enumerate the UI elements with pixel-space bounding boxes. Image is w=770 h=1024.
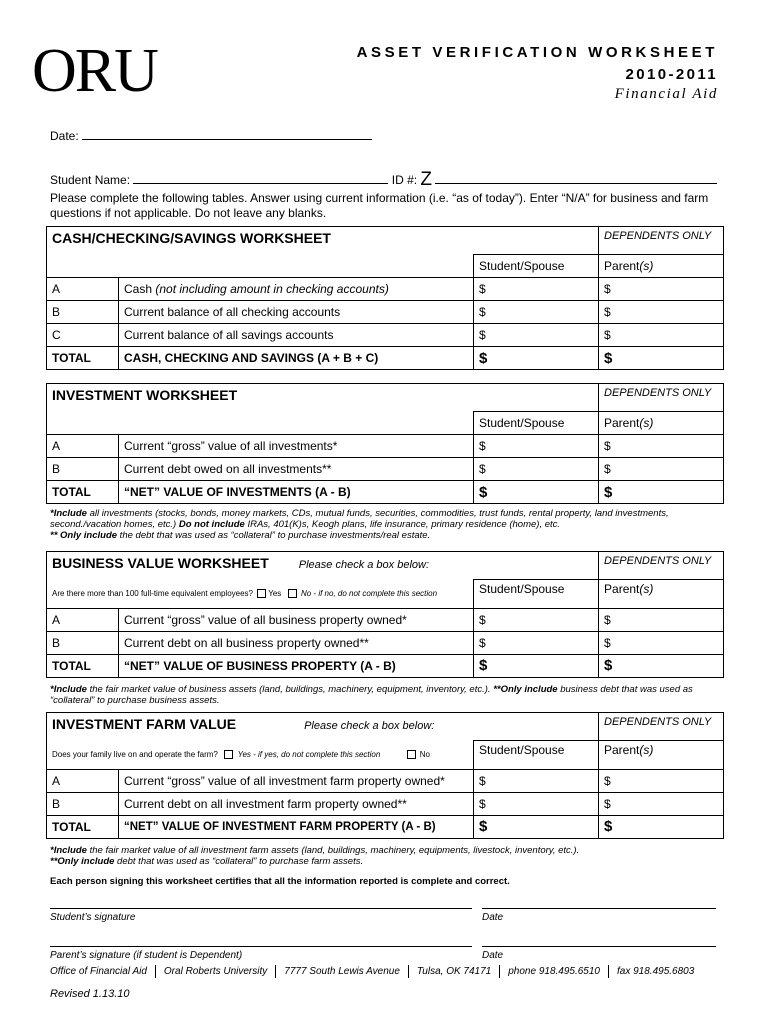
parent-total-field[interactable]: $ bbox=[599, 815, 724, 838]
id-field[interactable] bbox=[435, 172, 717, 184]
student-signature-line[interactable] bbox=[50, 908, 472, 909]
student-spouse-header: Student/Spouse bbox=[474, 741, 599, 770]
date-label: Date: bbox=[50, 129, 79, 143]
page-title: ASSET VERIFICATION WORKSHEET bbox=[356, 44, 718, 61]
parent-amount-field[interactable]: $ bbox=[599, 458, 724, 481]
parent-amount-field[interactable]: $ bbox=[599, 278, 724, 301]
total-row: TOTAL CASH, CHECKING AND SAVINGS (A + B + C) $ $ bbox=[47, 347, 724, 370]
parent-date-line[interactable] bbox=[482, 946, 716, 947]
table-row: C Current balance of all savings accounts $ $ bbox=[47, 324, 724, 347]
student-total-field[interactable]: $ bbox=[474, 481, 599, 504]
date-row bbox=[50, 128, 372, 143]
student-amount-field[interactable]: $ bbox=[474, 278, 599, 301]
student-spouse-header: Student/Spouse bbox=[474, 412, 599, 435]
department-subtitle: Financial Aid bbox=[614, 86, 718, 102]
student-total-field[interactable]: $ bbox=[474, 815, 599, 838]
instructions: Please complete the following tables. Answer using current information (i.e. “as of today”). Enter “N/A” for business and farm questions if not applicable. Do not leave any blanks. bbox=[50, 191, 709, 220]
dependents-only-label: DEPENDENTS ONLY bbox=[599, 552, 724, 580]
table-row: A Cash (not including amount in checking accounts) $ $ bbox=[47, 278, 724, 301]
student-total-field[interactable]: $ bbox=[474, 347, 599, 370]
student-amount-field[interactable]: $ bbox=[474, 631, 599, 654]
student-amount-field[interactable]: $ bbox=[474, 608, 599, 631]
student-row bbox=[50, 168, 717, 190]
certification-statement: Each person signing this worksheet certifies that all the information reported is complete and correct. bbox=[50, 876, 510, 887]
date-label: Date bbox=[482, 950, 504, 961]
dependents-only-label: DEPENDENTS ONLY bbox=[599, 384, 724, 412]
parent-total-field[interactable]: $ bbox=[599, 481, 724, 504]
table-row: A Current “gross” value of all business property owned* $ $ bbox=[47, 608, 724, 631]
cash-worksheet-title: CASH/CHECKING/SAVINGS WORKSHEET bbox=[47, 227, 599, 255]
parent-header: Parent(s) bbox=[599, 580, 724, 609]
parent-amount-field[interactable]: $ bbox=[599, 769, 724, 792]
parent-header: Parent(s) bbox=[599, 255, 724, 278]
dependents-only-label: DEPENDENTS ONLY bbox=[599, 227, 724, 255]
total-row: TOTAL “NET” VALUE OF INVESTMENT FARM PROPERTY (A - B) $ $ bbox=[47, 815, 724, 838]
business-yes-checkbox[interactable] bbox=[257, 589, 266, 598]
cash-worksheet-table bbox=[46, 226, 724, 370]
student-amount-field[interactable]: $ bbox=[474, 769, 599, 792]
parent-signature-line[interactable] bbox=[50, 946, 472, 947]
farm-worksheet-table: INVESTMENT FARM VALUE Please check a box below: DEPENDENTS ONLY Does your family live on and operate the farm? Yes - if yes, do not complete this section No Student/Spouse Parent(s) A Current “gross” value of all investment farm property owned* $ $ B Current debt on all investment farm property owned** $ $ TOTAL “NET” VALUE OF INVESTMENT FARM PROPERTY (A - B) $ $ bbox=[46, 712, 724, 839]
student-amount-field[interactable]: $ bbox=[474, 324, 599, 347]
student-amount-field[interactable]: $ bbox=[474, 435, 599, 458]
student-amount-field[interactable]: $ bbox=[474, 458, 599, 481]
business-no-checkbox[interactable] bbox=[288, 589, 297, 598]
id-label: ID #: bbox=[391, 173, 418, 187]
parent-signature-label: Parent’s signature (if student is Dependent) bbox=[50, 950, 243, 961]
student-amount-field[interactable]: $ bbox=[474, 301, 599, 324]
student-signature-label: Student’s signature bbox=[50, 912, 136, 923]
investment-notes: *Include all investments (stocks, bonds, money markets, CDs, mutual funds, securities, commodities, trust funds, rental property, land investments, second./vacation homes, etc.) Do not include IRAs, 401(K)s, Keogh plans, life insurance, primary residence (home), etc. ** Only include the debt that was used as “collateral” to purchase investments/real estate. bbox=[50, 508, 669, 541]
parent-amount-field[interactable]: $ bbox=[599, 301, 724, 324]
parent-amount-field[interactable]: $ bbox=[599, 324, 724, 347]
farm-question: Does your family live on and operate the farm? bbox=[52, 749, 218, 759]
table-row: A Current “gross” value of all investments* $ $ bbox=[47, 435, 724, 458]
footer-contact: Office of Financial Aid Oral Roberts University 7777 South Lewis Avenue Tulsa, OK 74171 phone 918.495.6510 fax 918.495.6803 bbox=[50, 966, 695, 978]
business-worksheet-title: BUSINESS VALUE WORKSHEET bbox=[52, 555, 269, 571]
dependents-only-label: DEPENDENTS ONLY bbox=[599, 713, 724, 741]
table-row: B Current balance of all checking accounts $ $ bbox=[47, 301, 724, 324]
please-check-label: Please check a box below: bbox=[304, 720, 435, 732]
table-row: B Current debt on all business property owned** $ $ bbox=[47, 631, 724, 654]
please-check-label: Please check a box below: bbox=[298, 559, 430, 571]
oru-logo: ORU bbox=[32, 37, 157, 105]
business-worksheet-table: BUSINESS VALUE WORKSHEET Please check a box below: DEPENDENTS ONLY Are there more than 100 full-time equivalent employees? Yes No - if no, do not complete this section Student/Spouse Parent(s) A Current “gross” value of all business property owned* $ $ B Current debt on all business property owned** $ $ TOTAL “NET” VALUE OF BUSINESS PROPERTY (A - B) $ $ bbox=[46, 551, 724, 678]
student-name-field[interactable] bbox=[133, 172, 388, 184]
student-spouse-header: Student/Spouse bbox=[474, 255, 599, 278]
parent-header: Parent(s) bbox=[599, 412, 724, 435]
student-spouse-header: Student/Spouse bbox=[474, 580, 599, 609]
date-field[interactable] bbox=[82, 128, 372, 140]
parent-amount-field[interactable]: $ bbox=[599, 792, 724, 815]
table-row: B Current debt on all investment farm property owned** $ $ bbox=[47, 792, 724, 815]
investment-worksheet-table bbox=[46, 383, 724, 504]
table-row: B Current debt owed on all investments** $ $ bbox=[47, 458, 724, 481]
parent-amount-field[interactable]: $ bbox=[599, 435, 724, 458]
business-notes: *Include the fair market value of business assets (land, buildings, machinery, equipment, inventory, etc.). **Only include business debt that was used as “collateral” to purchase business assets. bbox=[50, 684, 693, 706]
parent-total-field[interactable]: $ bbox=[599, 654, 724, 677]
farm-worksheet-title: INVESTMENT FARM VALUE bbox=[52, 716, 237, 732]
parent-header: Parent(s) bbox=[599, 741, 724, 770]
student-amount-field[interactable]: $ bbox=[474, 792, 599, 815]
student-date-line[interactable] bbox=[482, 908, 716, 909]
revision-date: Revised 1.13.10 bbox=[50, 988, 130, 1000]
id-prefix: Z bbox=[420, 169, 433, 190]
table-row: A Current “gross” value of all investment farm property owned* $ $ bbox=[47, 769, 724, 792]
award-year: 2010-2011 bbox=[625, 66, 718, 83]
investment-worksheet-title: INVESTMENT WORKSHEET bbox=[47, 384, 599, 412]
date-label: Date bbox=[482, 912, 504, 923]
total-row: TOTAL “NET” VALUE OF INVESTMENTS (A - B) $ $ bbox=[47, 481, 724, 504]
student-name-label: Student Name: bbox=[50, 173, 131, 187]
business-question: Are there more than 100 full-time equivalent employees? bbox=[52, 588, 253, 598]
parent-amount-field[interactable]: $ bbox=[599, 631, 724, 654]
farm-yes-checkbox[interactable] bbox=[224, 750, 233, 759]
student-total-field[interactable]: $ bbox=[474, 654, 599, 677]
farm-notes: *Include the fair market value of all investment farm assets (land, buildings, machinery, equipments, livestock, inventory, etc.). **Only include debt that was used as “collateral” to purchase farm assets. bbox=[50, 845, 580, 867]
parent-amount-field[interactable]: $ bbox=[599, 608, 724, 631]
parent-total-field[interactable]: $ bbox=[599, 347, 724, 370]
farm-no-checkbox[interactable] bbox=[407, 750, 416, 759]
total-row: TOTAL “NET” VALUE OF BUSINESS PROPERTY (A - B) $ $ bbox=[47, 654, 724, 677]
